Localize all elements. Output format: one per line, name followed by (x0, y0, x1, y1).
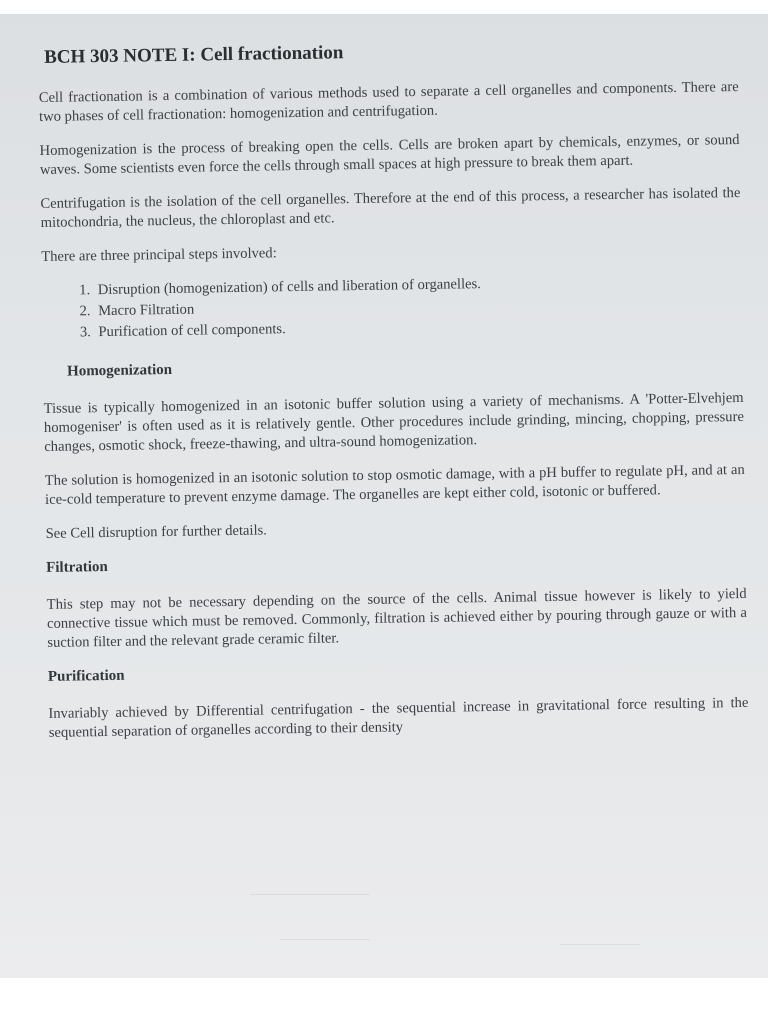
filtration-heading: Filtration (46, 558, 108, 576)
smudge-mark (280, 939, 370, 940)
document-body (38, 37, 749, 758)
list-item: 1. Disruption (homogenization) of cells and liberation of organelles. (94, 271, 742, 300)
document-title: BCH 303 NOTE I: Cell fractionation (43, 42, 344, 68)
homogenization-paragraph-1: Tissue is typically homogenized in an isotonic buffer solution using a variety of mechanisms. A 'Potter-Elvehjem homogeniser' is often used as it is relatively gentle. Other procedures include grinding, mincing, chopping, pressure changes, osmotic shock, freeze-thawing, and ultra-sound homogenization. (43, 389, 745, 455)
filtration-paragraph: This step may not be necessary depending on the source of the cells. Animal tissue however is likely to yield connective tissue which must be removed. Commonly, filtration is achieved either by pouring through gauze or with a suction filter and the relevant grade ceramic filter. (46, 585, 748, 651)
centrifugation-definition: Centrifugation is the isolation of the cell organelles. Therefore at the end of this process, a researcher has isolated the mitochondria, the nucleus, the chloroplast and etc. (40, 184, 741, 231)
homogenization-definition: Homogenization is the process of breaking open the cells. Cells are broken apart by chemicals, enzymes, or sound waves. Some scientists even force the cells through small spaces at high pressure to break them apart. (39, 131, 740, 178)
purification-heading: Purification (47, 667, 125, 685)
purification-paragraph: Invariably achieved by Differential centrifugation - the sequential increase in gravitational force resulting in the sequential separation of organelles according to their density (48, 694, 749, 741)
list-item: 2. Macro Filtration (94, 292, 742, 321)
homogenization-paragraph-3: See Cell disruption for further details. (45, 522, 268, 542)
smudge-mark (250, 894, 370, 895)
paper-sheet (0, 14, 768, 978)
steps-list (42, 271, 743, 343)
smudge-mark (560, 944, 640, 945)
homogenization-paragraph-2: The solution is homogenized in an isotonic solution to stop osmotic damage, with a pH buffer to regulate pH, and at an ice-cold temperature to prevent enzyme damage. The organelles are kept either cold, isotonic or buffered. (44, 461, 745, 508)
list-item: 3. Purification of cell components. (94, 313, 742, 342)
steps-intro: There are three principal steps involved: (41, 245, 277, 265)
intro-paragraph: Cell fractionation is a combination of various methods used to separate a cell organelles and components. There are two phases of cell fractionation: homogenization and centrifugation. (38, 78, 739, 125)
homogenization-heading: Homogenization (66, 361, 173, 380)
